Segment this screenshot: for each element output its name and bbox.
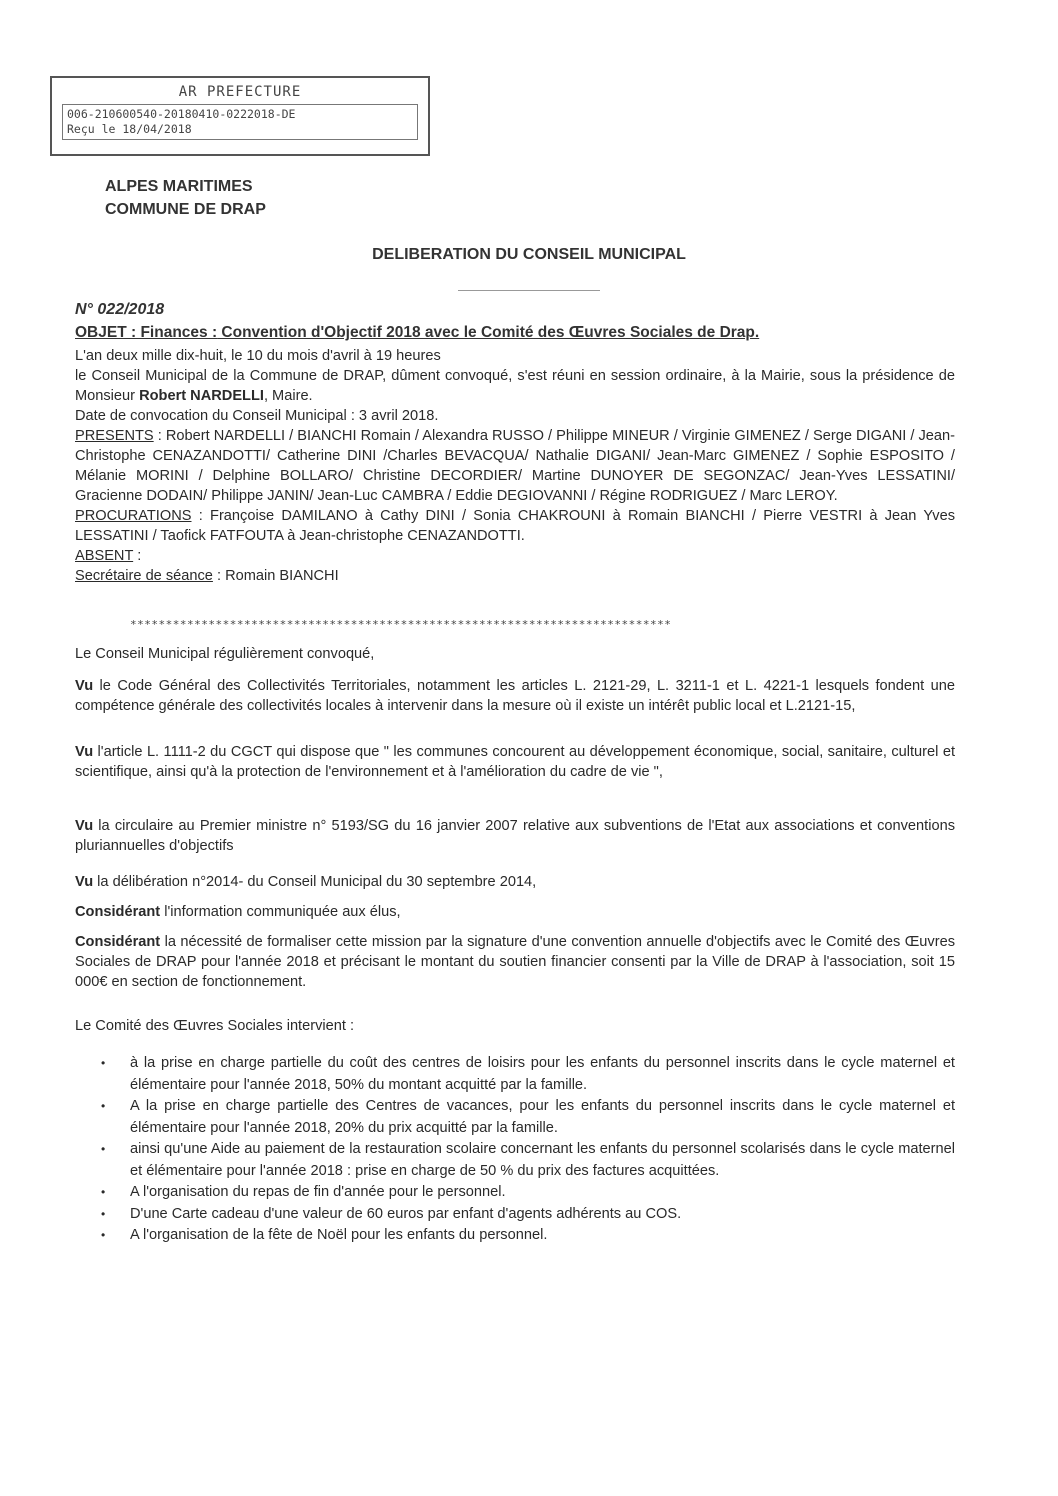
considerant-convention-text: la nécessité de formaliser cette mission par la signature d'une convention annuelle d'objectifs avec le Comité des Œuvres Sociales de DRAP pour l'année 2018 et précisant le montant du soutien financier consenti par la Ville de DRAP à l'association, soit 15 000€ en section de fonctionnement. [75,934,955,990]
procurations-list: : Françoise DAMILANO à Cathy DINI / Sonia CHAKROUNI à Romain BIANCHI / Pierre VESTRI à Jean Yves LESSATINI / Taofick FATFOUTA à Jean-christophe CENAZANDOTTI. [75,508,955,544]
cos-intro: Le Comité des Œuvres Sociales intervient : [75,1018,355,1034]
vu-label: Vu [75,874,94,890]
secretaire-name: : Romain BIANCHI [212,568,339,584]
presents-paragraph [75,426,955,506]
session-block [75,346,955,586]
vu-deliberation-text: la délibération n°2014- du Conseil Municipal du 30 septembre 2014, [93,874,537,890]
stamp-received-date: Reçu le 18/04/2018 [67,122,192,136]
procurations-label: PROCURATIONS [75,508,192,524]
department-name: ALPES MARITIMES [105,178,253,195]
list-item [75,1053,955,1096]
absent-list: : [133,548,142,564]
stamp-reference-id: 006-210600540-20180410-0222018-DE [67,107,296,121]
list-item-text: A la prise en charge partielle des Centres de vacances, pour les enfants du personnel inscrits dans le cycle maternel et élémentaire pour l'année 2018, 20% du prix acquitté par la famille. [130,1098,955,1136]
objet-line [75,324,759,342]
stamp-content [62,82,418,140]
vu-deliberation-paragraph [75,872,955,892]
list-item [75,1096,955,1139]
bullet-icon: • [101,1142,106,1156]
convoque-paragraph: Le Conseil Municipal régulièrement convoqué, [75,646,375,662]
deliberation-number: N° 022/2018 [75,301,165,318]
list-item [75,1225,955,1247]
procurations-paragraph [75,506,955,546]
title-divider [458,290,600,291]
bullet-icon: • [101,1206,106,1221]
stamp-title: AR PREFECTURE [178,84,302,100]
considerant-label: Considérant [75,904,161,920]
vu-article-paragraph [75,742,955,782]
prefecture-stamp [50,76,430,156]
objet-text: Convention d'Objectif 2018 avec le Comité des Œuvres Sociales de Drap. [217,324,760,341]
absent-paragraph [75,546,955,566]
list-item [75,1182,955,1204]
vu-label: Vu [75,678,94,694]
vu-circulaire-text: la circulaire au Premier ministre n° 5193/SG du 16 janvier 2007 relative aux subventions de l'Etat aux associations et conventions pluriannuelles d'objectifs [75,818,955,854]
considerant-convention-paragraph [75,932,955,992]
absent-label: ABSENT [75,548,134,564]
session-date: L'an deux mille dix-huit, le 10 du mois d'avril à 19 heures [75,348,441,364]
document-header [105,175,266,221]
vu-label: Vu [75,744,94,760]
list-item-text: à la prise en charge partielle du coût des centres de loisirs pour les enfants du personnel inscrits dans le cycle maternel et élémentaire pour l'année 2018, 50% du montant acquitté par la famille. [130,1055,955,1093]
secretaire-paragraph [75,566,955,586]
session-description [75,366,955,406]
secretaire-label: Secrétaire de séance [75,568,213,584]
list-item-text: ainsi qu'une Aide au paiement de la restauration scolaire concernant les enfants du personnel scolarisés dans le cycle maternel et élémentaire pour l'année 2018 : prise en charge de 50 % du prix des factures acquittées. [130,1141,955,1179]
president-name: Robert NARDELLI [139,388,264,404]
vu-cgct-text: le Code Général des Collectivités Territoriales, notamment les articles L. 2121-29, L. 3211-1 et L. 4221-1 lesquels fondent une compétence générale des collectivités locales à intervenir dans la mesure où il existe un intérêt public local et L.2121-15, [75,678,955,714]
bullet-icon: • [101,1185,106,1199]
list-item-text: A l'organisation de la fête de Noël pour les enfants du personnel. [130,1227,548,1243]
objet-label: OBJET : Finances : [75,324,218,341]
list-item-text: A l'organisation du repas de fin d'année pour le personnel. [130,1184,506,1200]
considerant-information-text: l'information communiquée aux élus, [160,904,401,920]
cos-actions-list [75,1053,955,1247]
vu-article-text: l'article L. 1111-2 du CGCT qui dispose que " les communes concourent au développement économique, social, sanitaire, culturel et scientifique, ainsi qu'à la protection de l'environnement et à l'amélioration du cadre de vie ", [75,744,955,780]
presents-list: : Robert NARDELLI / BIANCHI Romain / Alexandra RUSSO / Philippe MINEUR / Virginie GIMENEZ / Serge DIGANI / Jean-Christophe CENAZANDOTTI/ Catherine DINI /Charles BEVACQUA/ Nathalie DIGANI/ Jean-Marc GIMENEZ / Sophie ESPOSITO / Mélanie MORINI / Delphine BOLLARO/ Christine DECORDIER/ Martine DUNOYER DE SEGONZAC/ Jean-Yves LESSATINI/ Gracienne DODAIN/ Philippe JANIN/ Jean-Luc CAMBRA / Eddie DEGIOVANNI / Régine RODRIGUEZ / Marc LEROY. [75,428,955,504]
presents-label: PRESENTS [75,428,154,444]
bullet-icon: • [101,1056,106,1070]
session-text: le Conseil Municipal de la Commune de DRAP, dûment convoqué, s'est réuni en session ordinaire, à la Mairie, sous la présidence de Monsieur [75,368,955,404]
convocation-date: Date de convocation du Conseil Municipal : 3 avril 2018. [75,408,439,424]
document-title: DELIBERATION DU CONSEIL MUNICIPAL [372,246,686,263]
considerant-information-paragraph [75,902,955,922]
stamp-reference-box [62,104,418,140]
vu-cgct-paragraph [75,676,955,716]
bullet-icon: • [101,1099,106,1113]
bullet-icon: • [101,1228,106,1242]
list-item [75,1204,955,1226]
list-item-text: D'une Carte cadeau d'une valeur de 60 euros par enfant d'agents adhérents au COS. [130,1205,682,1222]
considerant-label: Considérant [75,934,161,950]
president-suffix: , Maire. [263,388,313,404]
separator-stars: **************************************************************************** [130,618,672,631]
commune-name: COMMUNE DE DRAP [105,201,266,218]
list-item [75,1139,955,1182]
vu-circulaire-paragraph [75,816,955,856]
vu-label: Vu [75,818,94,834]
